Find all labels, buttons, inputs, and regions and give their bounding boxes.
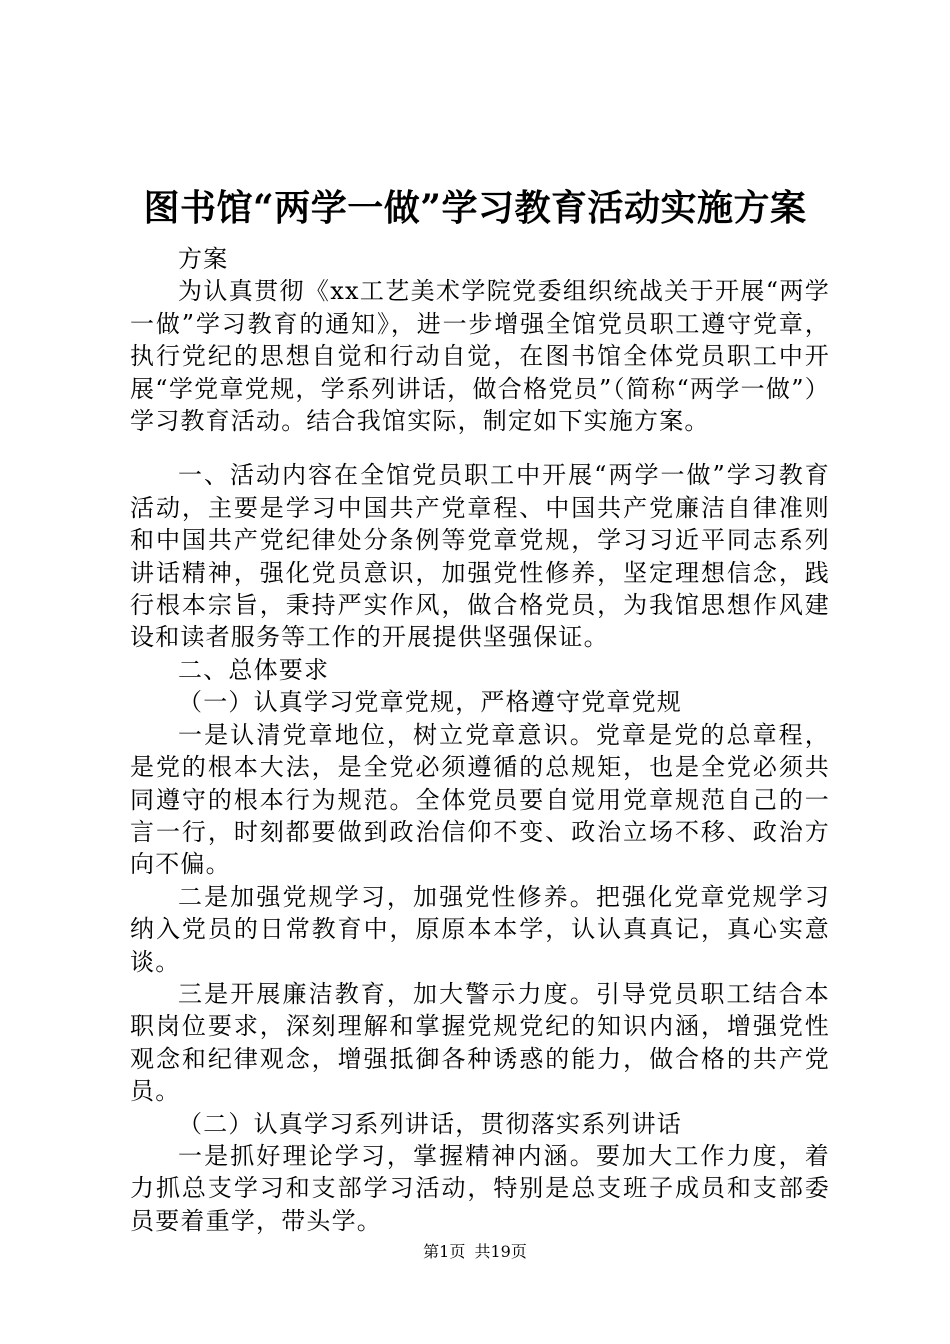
paragraph-label: 方案 (178, 245, 229, 273)
page-total: 共19页 (474, 1242, 527, 1261)
section-heading-2: 二、总体要求 (178, 655, 330, 684)
paragraph-point-2: 二是加强党规学习，加强党性修养。把强化党章党规学习纳入党员的日常教育中，原原本本学，认认真真记，真心实意谈。 (130, 882, 830, 976)
page-footer (0, 1240, 950, 1264)
paragraph-point-4: 一是抓好理论学习，掌握精神内涵。要加大工作力度，着力抓总支学习和支部学习活动，特别是总支班子成员和支部委员要着重学，带头学。 (130, 1141, 830, 1235)
document-title: 图书馆“两学一做”学习教育活动实施方案 (143, 187, 807, 229)
paragraph-point-3: 三是开展廉洁教育，加大警示力度。引导党员职工结合本职岗位要求，深刻理解和掌握党规党纪的知识内涵，增强党性观念和纪律观念，增强抵御各种诱惑的能力，做合格的共产党员。 (130, 979, 830, 1106)
paragraph-point-1: 一是认清党章地位，树立党章意识。党章是党的总章程，是党的根本大法，是全党必须遵循的总规矩，也是全党必须共同遵守的根本行为规范。全体党员要自觉用党章规范自己的一言一行，时刻都要做到政治信仰不变、政治立场不移、政治方向不偏。 (130, 720, 830, 879)
subsection-heading-1: （一）认真学习党章党规，严格遵守党章党规 (178, 688, 682, 717)
paragraph-section-1: 一、活动内容在全馆党员职工中开展“两学一做”学习教育活动，主要是学习中国共产党章程、中国共产党廉洁自律准则和中国共产党纪律处分条例等党章党规，学习习近平同志系列讲话精神，强化党员意识，加强党性修养，坚定理想信念，践行根本宗旨，秉持严实作风，做合格党员，为我馆思想作风建设和读者服务等工作的开展提供坚强保证。 (130, 461, 830, 652)
subsection-heading-2: （二）认真学习系列讲话，贯彻落实系列讲话 (178, 1109, 682, 1138)
page-number: 第1页 (423, 1242, 466, 1261)
paragraph-intro: 为认真贯彻《xx工艺美术学院党委组织统战关于开展“两学一做”学习教育的通知》，进一步增强全馆党员职工遵守党章，执行党纪的思想自觉和行动自觉，在图书馆全体党员职工中开展“学党章党规，学系列讲话，做合格党员”（简称“两学一做”）学习教育活动。结合我馆实际，制定如下实施方案。 (130, 277, 830, 436)
document-body (130, 243, 830, 1237)
